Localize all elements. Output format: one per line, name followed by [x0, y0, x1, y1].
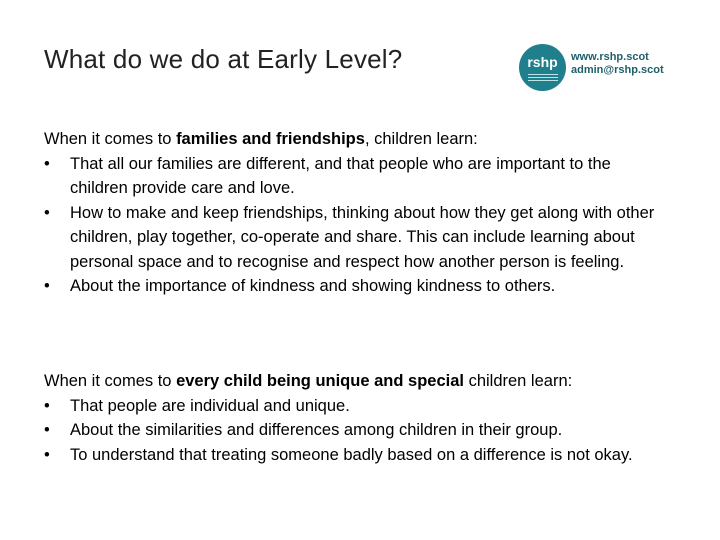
- logo-email: admin@rshp.scot: [571, 64, 664, 76]
- section1-intro-pre: When it comes to: [44, 130, 177, 148]
- bullet-icon: •: [44, 203, 50, 222]
- section2-intro-post: children learn:: [463, 372, 573, 390]
- list-item: [44, 152, 664, 201]
- list-item-text: About the similarities and differences among children in their group.: [70, 421, 563, 439]
- logo-contact: [571, 51, 664, 77]
- list-item: [44, 394, 664, 419]
- list-item: [44, 443, 664, 468]
- rshp-logo: [519, 44, 720, 94]
- section2-intro: [44, 369, 664, 394]
- list-item-text: That all our families are different, and that people who are important to the children provide care and love.: [70, 154, 611, 197]
- section2-intro-pre: When it comes to: [44, 372, 177, 390]
- list-item: [44, 418, 664, 443]
- section1-list: [44, 152, 664, 299]
- logo-word: rshp: [527, 53, 558, 70]
- logo-circle-icon: [519, 44, 566, 91]
- list-item: [44, 201, 664, 275]
- bullet-icon: •: [44, 154, 50, 173]
- logo-tagline-icon: [528, 72, 558, 81]
- bullet-icon: •: [44, 445, 50, 464]
- unique-special-section: [44, 369, 664, 467]
- list-item-text: How to make and keep friendships, thinking about how they get along with other children, play together, co-operate and share. This can include learning about personal space and to recognise and respect how another person is feeling.: [70, 203, 655, 271]
- list-item-text: About the importance of kindness and showing kindness to others.: [70, 277, 556, 295]
- section1-intro-bold: families and friendships: [176, 130, 365, 148]
- list-item: [44, 274, 664, 299]
- section2-intro-bold: every child being unique and special: [176, 372, 464, 390]
- bullet-icon: •: [44, 421, 50, 439]
- bullet-icon: •: [44, 277, 50, 295]
- list-item-text: That people are individual and unique.: [70, 396, 350, 415]
- families-friendships-section: [44, 127, 664, 299]
- section2-list: [44, 394, 664, 468]
- page-title: What do we do at Early Level?: [44, 44, 403, 74]
- bullet-icon: •: [44, 396, 50, 415]
- section1-intro-post: , children learn:: [364, 130, 478, 148]
- section1-intro: [44, 127, 664, 152]
- logo-website: www.rshp.scot: [571, 51, 649, 63]
- list-item-text: To understand that treating someone badly based on a difference is not okay.: [70, 445, 633, 464]
